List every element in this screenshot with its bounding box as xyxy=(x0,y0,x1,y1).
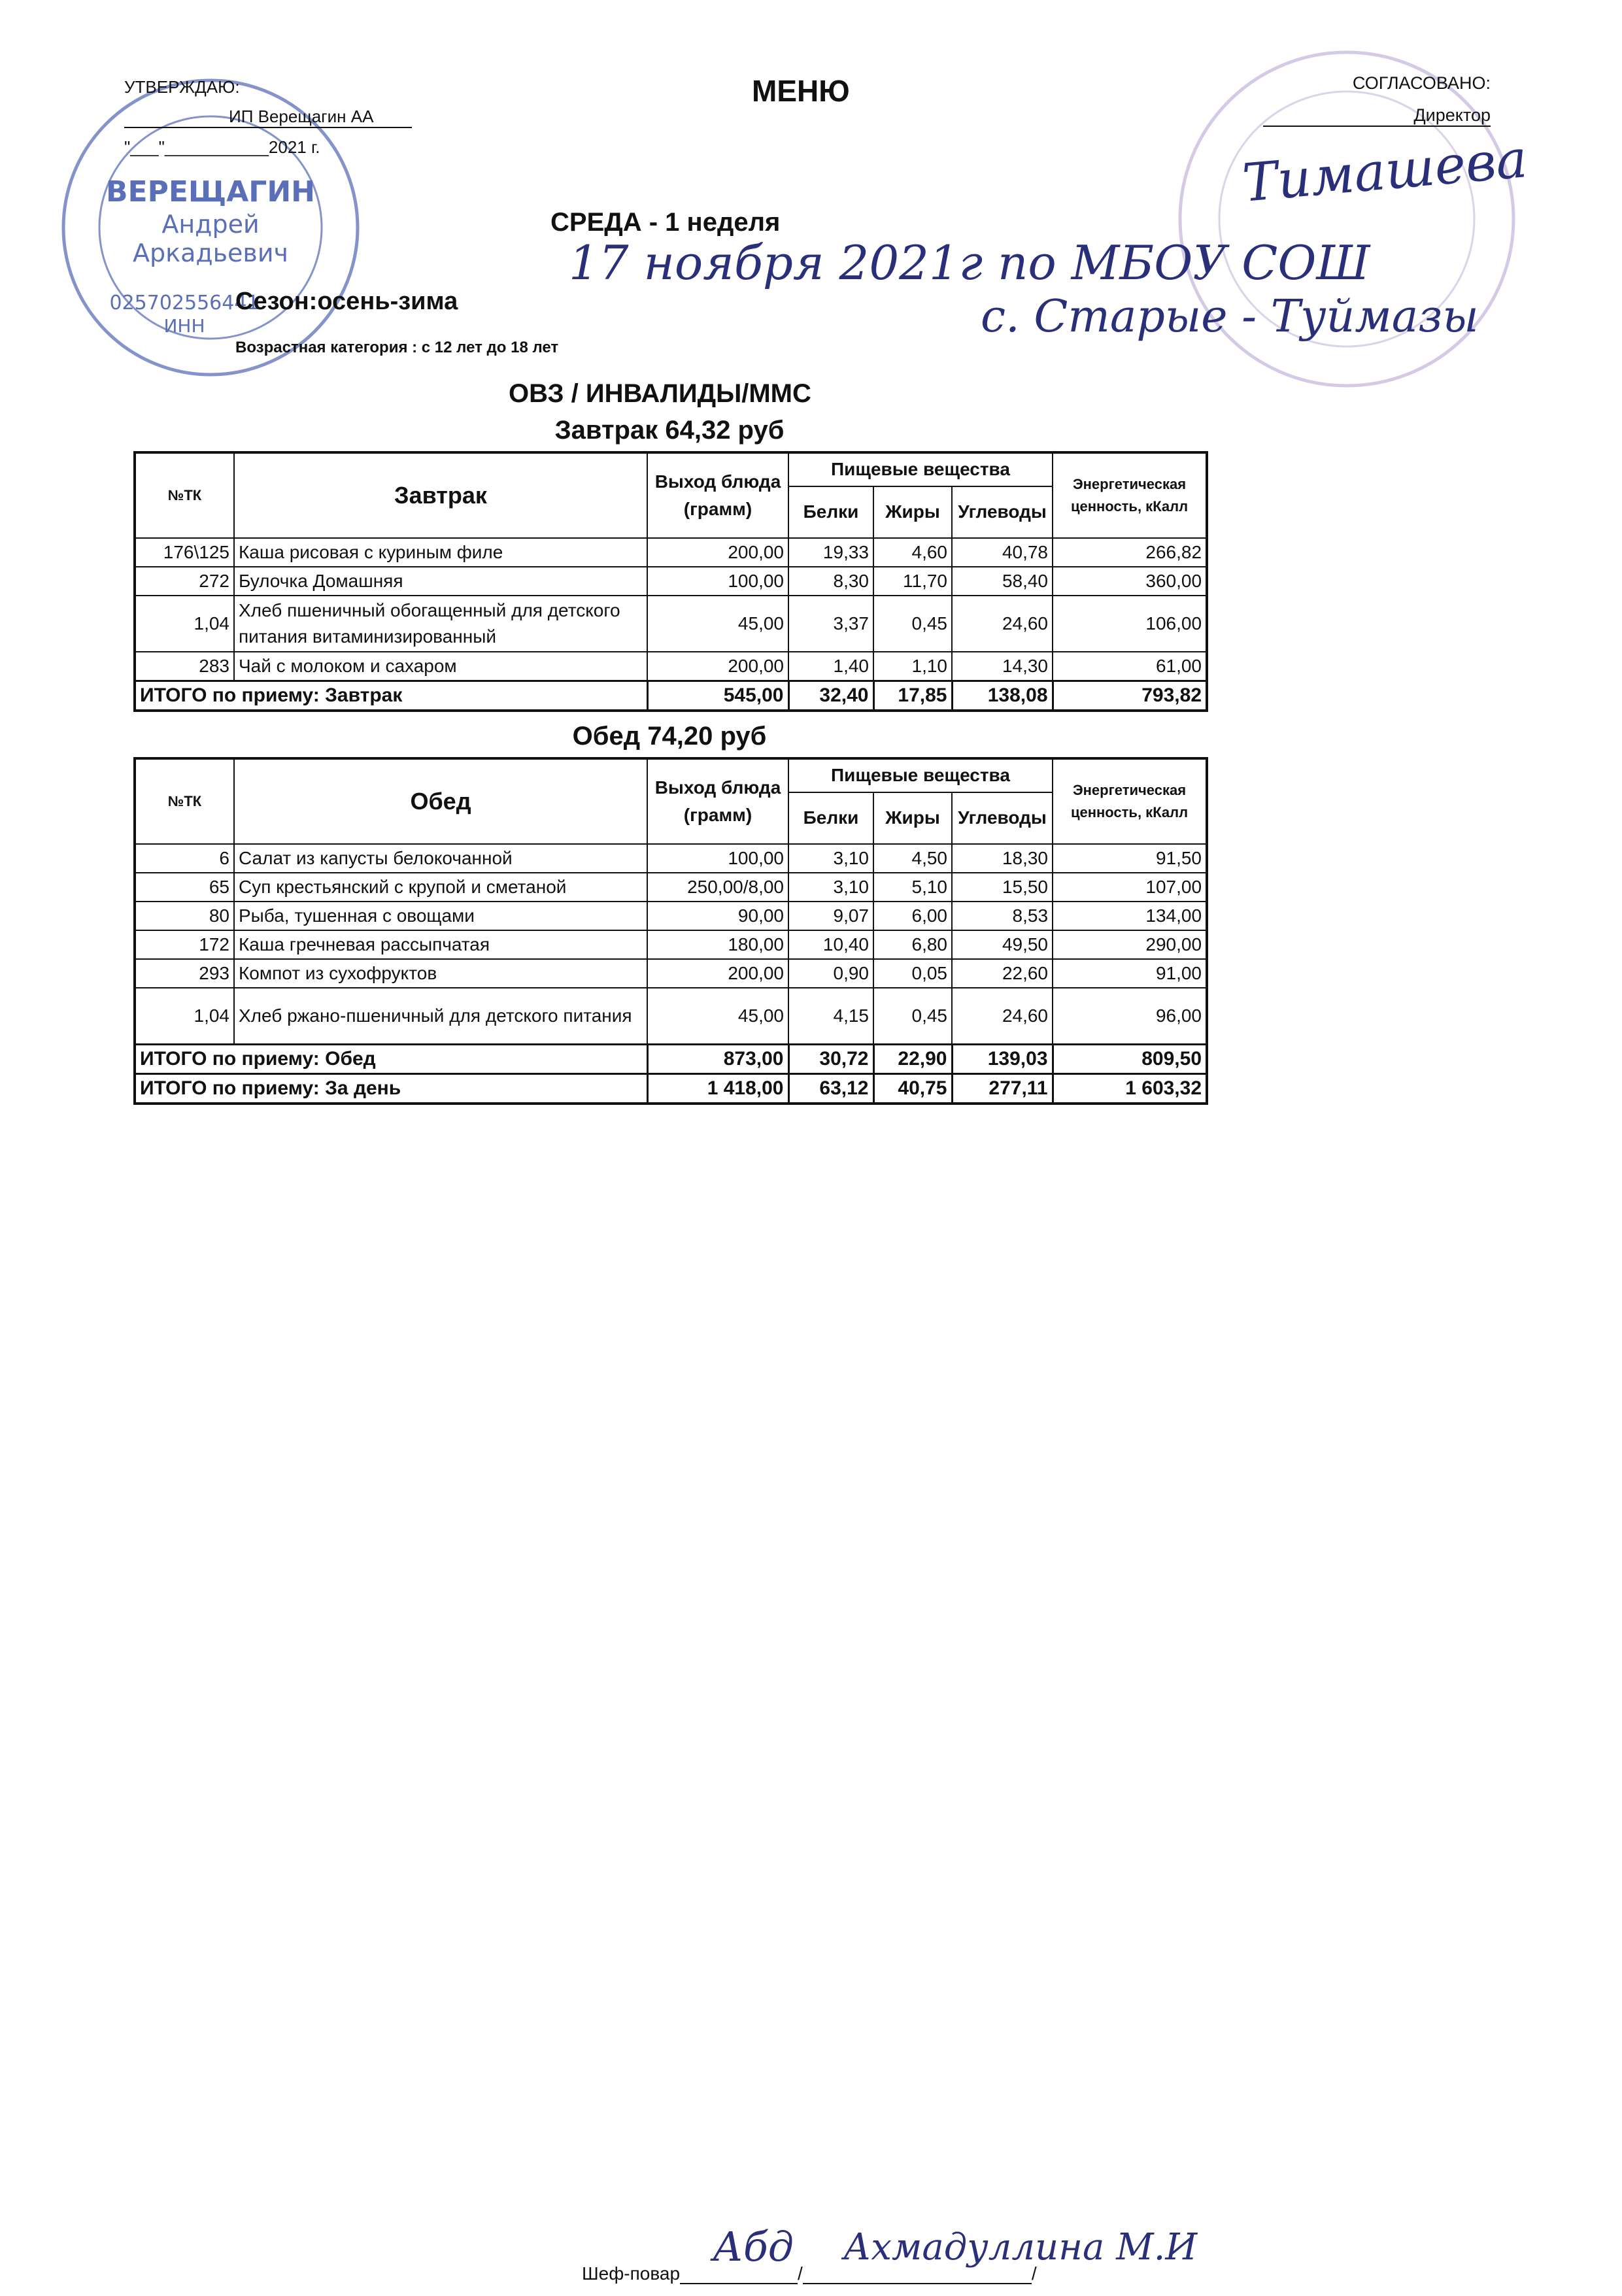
approval-block-left xyxy=(124,77,412,158)
cell-name: Салат из капусты белокочанной xyxy=(234,844,647,873)
cell-yield: 90,00 xyxy=(647,902,788,930)
chef-signature: Абд xyxy=(713,2223,794,2271)
cell-fat: 1,10 xyxy=(873,652,952,681)
stamp-name-3: Аркадьевич xyxy=(133,239,288,267)
lunch-table xyxy=(133,757,1208,1105)
total-carbs: 138,08 xyxy=(952,681,1053,711)
cell-energy: 91,00 xyxy=(1053,959,1207,988)
cell-name: Хлеб пшеничный обогащенный для детского питания витаминизированный xyxy=(234,596,647,652)
col-fat: Жиры xyxy=(873,486,952,538)
stamp-name-2: Андрей xyxy=(161,210,260,239)
day-total-protein: 63,12 xyxy=(788,1074,873,1104)
cell-fat: 0,45 xyxy=(873,596,952,652)
col-protein: Белки xyxy=(788,792,873,844)
cell-name: Хлеб ржано-пшеничный для детского питания xyxy=(234,988,647,1045)
total-protein: 32,40 xyxy=(788,681,873,711)
cell-name: Булочка Домашняя xyxy=(234,567,647,596)
cell-protein: 1,40 xyxy=(788,652,873,681)
table-row xyxy=(135,873,1207,902)
cell-num: 293 xyxy=(135,959,234,988)
col-yield: Выход блюда (грамм) xyxy=(647,758,788,844)
chef-signature-block: Шеф-повар / / xyxy=(582,2263,1037,2284)
director-label: Директор xyxy=(1263,105,1491,127)
col-num: №ТК xyxy=(135,758,234,844)
approve-label: УТВЕРЖДАЮ: xyxy=(124,77,240,97)
col-num: №ТК xyxy=(135,452,234,538)
cell-fat: 0,05 xyxy=(873,959,952,988)
cell-carbs: 49,50 xyxy=(952,930,1053,959)
day-total-label: ИТОГО по приему: За день xyxy=(135,1074,647,1104)
day-total-fat: 40,75 xyxy=(873,1074,952,1104)
table-row xyxy=(135,844,1207,873)
cell-protein: 0,90 xyxy=(788,959,873,988)
total-yield: 873,00 xyxy=(647,1045,788,1074)
table-row xyxy=(135,959,1207,988)
handwritten-place: с. Старые - Туймазы xyxy=(981,291,1479,343)
cell-num: 272 xyxy=(135,567,234,596)
table-header-row xyxy=(135,758,1207,792)
cell-name: Чай с молоком и сахаром xyxy=(234,652,647,681)
cell-protein: 19,33 xyxy=(788,538,873,567)
cell-carbs: 22,60 xyxy=(952,959,1053,988)
cell-name: Суп крестьянский с крупой и сметаной xyxy=(234,873,647,902)
lunch-heading: Обед 74,20 руб xyxy=(572,722,767,751)
total-energy: 809,50 xyxy=(1053,1045,1207,1074)
col-fat: Жиры xyxy=(873,792,952,844)
cell-yield: 100,00 xyxy=(647,844,788,873)
approver-name: ИП Верещагин АА xyxy=(124,107,412,128)
cell-yield: 200,00 xyxy=(647,538,788,567)
chef-label: Шеф-повар xyxy=(582,2263,681,2284)
breakfast-total-row xyxy=(135,681,1207,711)
director-signature: Тимашева xyxy=(1240,128,1530,214)
agreed-label: СОГЛАСОВАНО: xyxy=(1352,73,1491,93)
breakfast-heading: Завтрак 64,32 руб xyxy=(554,416,785,445)
cell-name: Рыба, тушенная с овощами xyxy=(234,902,647,930)
cell-protein: 10,40 xyxy=(788,930,873,959)
day-total-energy: 1 603,32 xyxy=(1053,1074,1207,1104)
day-total-yield: 1 418,00 xyxy=(647,1074,788,1104)
table-row xyxy=(135,567,1207,596)
cell-protein: 3,10 xyxy=(788,844,873,873)
cell-protein: 3,37 xyxy=(788,596,873,652)
day-title: СРЕДА - 1 неделя xyxy=(550,208,781,237)
total-label: ИТОГО по приему: Обед xyxy=(135,1045,647,1074)
table-row xyxy=(135,902,1207,930)
col-energy: Энергетическая ценность, кКалл xyxy=(1053,758,1207,844)
col-name: Обед xyxy=(234,758,647,844)
table-header-row xyxy=(135,452,1207,486)
cell-carbs: 18,30 xyxy=(952,844,1053,873)
total-yield: 545,00 xyxy=(647,681,788,711)
cell-num: 65 xyxy=(135,873,234,902)
col-nutrients: Пищевые вещества xyxy=(788,758,1053,792)
cell-yield: 45,00 xyxy=(647,988,788,1045)
cell-yield: 200,00 xyxy=(647,652,788,681)
stamp-name-1: ВЕРЕЩАГИН xyxy=(106,175,315,209)
total-fat: 17,85 xyxy=(873,681,952,711)
group-label: ОВЗ / ИНВАЛИДЫ/ММС xyxy=(509,379,811,408)
cell-carbs: 58,40 xyxy=(952,567,1053,596)
cell-carbs: 15,50 xyxy=(952,873,1053,902)
table-row xyxy=(135,930,1207,959)
stamp-inn-label: ИНН xyxy=(163,315,205,337)
chef-name-handwritten: Ахмадуллина М.И xyxy=(843,2226,1198,2269)
cell-energy: 107,00 xyxy=(1053,873,1207,902)
total-protein: 30,72 xyxy=(788,1045,873,1074)
col-protein: Белки xyxy=(788,486,873,538)
total-carbs: 139,03 xyxy=(952,1045,1053,1074)
day-total-row xyxy=(135,1074,1207,1104)
cell-name: Каша рисовая с куриным филе xyxy=(234,538,647,567)
col-nutrients: Пищевые вещества xyxy=(788,452,1053,486)
cell-yield: 250,00/8,00 xyxy=(647,873,788,902)
cell-num: 1,04 xyxy=(135,988,234,1045)
breakfast-table xyxy=(133,451,1208,712)
cell-num: 80 xyxy=(135,902,234,930)
cell-protein: 9,07 xyxy=(788,902,873,930)
cell-energy: 290,00 xyxy=(1053,930,1207,959)
handwritten-date: 17 ноября 2021г по МБОУ СОШ xyxy=(569,235,1370,290)
chef-name-line xyxy=(803,2266,1032,2284)
approve-date: "___"___________2021 г. xyxy=(124,137,320,157)
cell-carbs: 40,78 xyxy=(952,538,1053,567)
cell-carbs: 24,60 xyxy=(952,596,1053,652)
col-carbs: Углеводы xyxy=(952,792,1053,844)
cell-fat: 4,60 xyxy=(873,538,952,567)
cell-num: 172 xyxy=(135,930,234,959)
season-label: Сезон:осень-зима xyxy=(235,288,458,315)
cell-protein: 3,10 xyxy=(788,873,873,902)
cell-carbs: 14,30 xyxy=(952,652,1053,681)
cell-energy: 266,82 xyxy=(1053,538,1207,567)
col-name: Завтрак xyxy=(234,452,647,538)
cell-fat: 11,70 xyxy=(873,567,952,596)
cell-energy: 360,00 xyxy=(1053,567,1207,596)
cell-energy: 96,00 xyxy=(1053,988,1207,1045)
approval-block-right xyxy=(1236,73,1491,127)
cell-energy: 91,50 xyxy=(1053,844,1207,873)
cell-fat: 5,10 xyxy=(873,873,952,902)
lunch-total-row xyxy=(135,1045,1207,1074)
cell-energy: 106,00 xyxy=(1053,596,1207,652)
cell-yield: 45,00 xyxy=(647,596,788,652)
total-label: ИТОГО по приему: Завтрак xyxy=(135,681,647,711)
cell-protein: 8,30 xyxy=(788,567,873,596)
table-row xyxy=(135,988,1207,1045)
cell-fat: 6,00 xyxy=(873,902,952,930)
cell-fat: 4,50 xyxy=(873,844,952,873)
cell-yield: 180,00 xyxy=(647,930,788,959)
cell-fat: 6,80 xyxy=(873,930,952,959)
total-energy: 793,82 xyxy=(1053,681,1207,711)
cell-carbs: 24,60 xyxy=(952,988,1053,1045)
cell-num: 1,04 xyxy=(135,596,234,652)
day-total-carbs: 277,11 xyxy=(952,1074,1053,1104)
cell-carbs: 8,53 xyxy=(952,902,1053,930)
cell-num: 283 xyxy=(135,652,234,681)
cell-num: 6 xyxy=(135,844,234,873)
cell-energy: 134,00 xyxy=(1053,902,1207,930)
cell-name: Компот из сухофруктов xyxy=(234,959,647,988)
cell-energy: 61,00 xyxy=(1053,652,1207,681)
total-fat: 22,90 xyxy=(873,1045,952,1074)
cell-protein: 4,15 xyxy=(788,988,873,1045)
table-row xyxy=(135,652,1207,681)
cell-num: 176\125 xyxy=(135,538,234,567)
cell-yield: 200,00 xyxy=(647,959,788,988)
table-row xyxy=(135,538,1207,567)
table-row xyxy=(135,596,1207,652)
col-carbs: Углеводы xyxy=(952,486,1053,538)
cell-name: Каша гречневая рассыпчатая xyxy=(234,930,647,959)
cell-fat: 0,45 xyxy=(873,988,952,1045)
stamp-inn-number: 025702556441 xyxy=(109,292,260,314)
cell-yield: 100,00 xyxy=(647,567,788,596)
col-energy: Энергетическая ценность, кКалл xyxy=(1053,452,1207,538)
col-yield: Выход блюда (грамм) xyxy=(647,452,788,538)
age-category: Возрастная категория : с 12 лет до 18 лет xyxy=(235,339,559,356)
page-title: МЕНЮ xyxy=(752,74,850,108)
